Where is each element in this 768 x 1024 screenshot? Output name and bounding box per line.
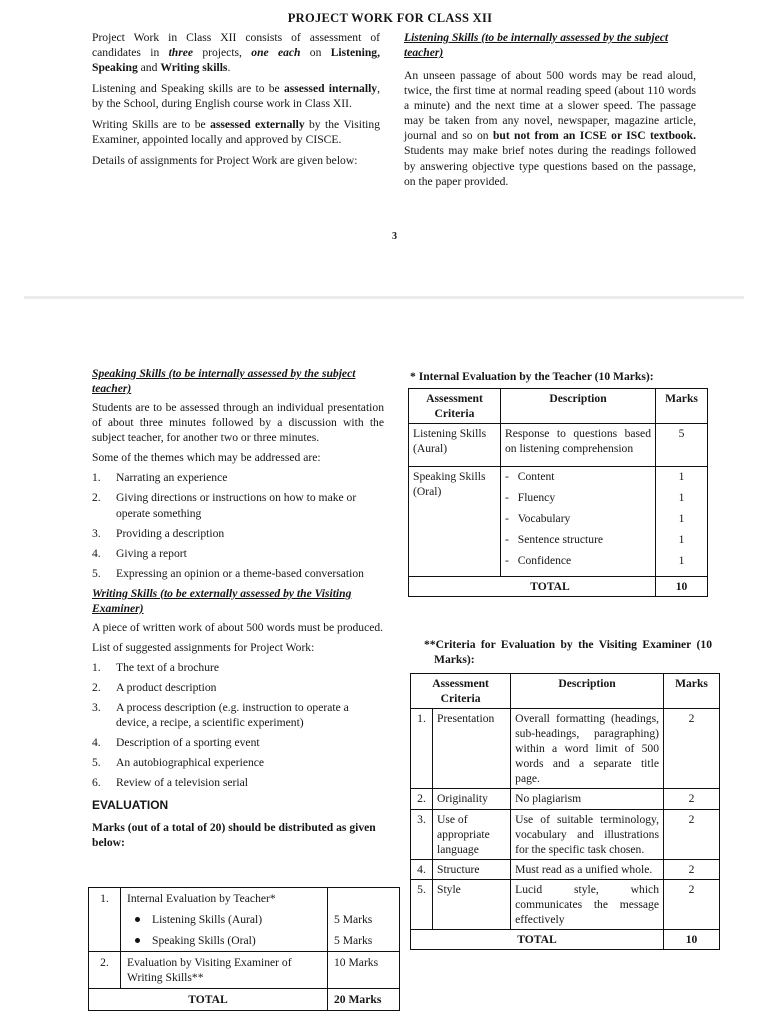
column-header: Assessment Criteria: [409, 389, 501, 424]
list-item: 1. The text of a brochure: [92, 661, 220, 674]
writing-body: A piece of written work of about 500 words must be produced.: [92, 620, 384, 634]
table-row: [411, 674, 720, 709]
table-row: [409, 389, 708, 424]
table-row: [89, 930, 400, 952]
criteria-cell: Listening Skills (Aural): [409, 424, 501, 467]
page-number: 3: [392, 231, 397, 242]
list-item: - Content: [505, 470, 555, 484]
row-marks: 5 Marks: [328, 930, 400, 952]
marks-cell: 2: [664, 709, 720, 789]
table-row: [89, 952, 400, 989]
table-row: [409, 467, 708, 577]
row-marks: [328, 888, 400, 910]
criteria-cell: Style: [433, 879, 511, 929]
description-cell: Lucid style, which communicates the message effectively: [511, 879, 664, 929]
description-cell: Use of suitable terminology, vocabulary and illustrations for the specific task chosen.: [511, 809, 664, 859]
list-item: 1. Narrating an experience: [92, 471, 228, 485]
column-header: Marks: [664, 674, 720, 709]
description-cell: Response to questions based on listening comprehension: [501, 424, 656, 467]
intro-paragraph-3: Writing Skills are to be assessed externally by the Visiting Examiner, appointed locally and approved by CISCE.: [92, 118, 380, 147]
column-header: Description: [501, 389, 656, 424]
list-item: 3. A process description (e.g. instruction to operate a device, a recipe, a scientific experiment): [92, 701, 349, 730]
evaluation-heading: EVALUATION: [92, 798, 169, 813]
row-sub-label: Speaking Skills (Oral): [121, 930, 328, 952]
list-item: 3. Providing a description: [92, 526, 225, 540]
description-cell: Overall formatting (headings, sub-headings, paragraphing) within a word limit of 500 words and a separate title page.: [511, 709, 664, 789]
list-item: - Sentence structure: [505, 533, 604, 547]
marks-cell: 2: [664, 859, 720, 879]
total-marks: 20 Marks: [328, 989, 400, 1011]
speaking-section: [92, 366, 384, 856]
table-row: [89, 888, 400, 910]
writing-list-intro: List of suggested assignments for Project Work:: [92, 640, 315, 654]
page-title: PROJECT WORK FOR CLASS XII: [287, 11, 493, 25]
listening-section: [404, 30, 696, 189]
total-label: TOTAL: [411, 929, 664, 949]
list-item: 5. Expressing an opinion or a theme-based conversation: [92, 566, 364, 580]
row-number: 5.: [411, 879, 433, 929]
list-item: 4. Giving a report: [92, 546, 187, 560]
visiting-evaluation-table: [410, 673, 720, 950]
list-item: - Confidence: [505, 554, 572, 568]
intro-section: [92, 30, 380, 169]
total-marks: 10: [656, 577, 708, 597]
criteria-cell: Speaking Skills (Oral): [409, 467, 501, 577]
intro-paragraph-1: Project Work in Class XII consists of assessment of candidates in three projects, one each on Listening, Speaking and Writing skills.: [92, 31, 380, 75]
criteria-cell: Originality: [433, 789, 511, 809]
row-number: 2.: [89, 952, 121, 989]
description-cell: Must read as a unified whole.: [511, 859, 664, 879]
table-row: [411, 929, 720, 949]
row-number: 1.: [411, 709, 433, 789]
row-number: 2.: [411, 789, 433, 809]
description-cell: [501, 467, 656, 577]
internal-evaluation-heading: * Internal Evaluation by the Teacher (10 Marks):: [410, 370, 654, 383]
list-item: 5. An autobiographical experience: [92, 756, 265, 770]
assignments-list: [92, 660, 384, 790]
list-item: 6. Review of a television serial: [92, 776, 248, 790]
row-number: 3.: [411, 809, 433, 859]
total-label: TOTAL: [89, 989, 328, 1011]
criteria-cell: Use of appropriate language: [433, 809, 511, 859]
column-header: Description: [511, 674, 664, 709]
internal-evaluation-table: [408, 388, 708, 597]
criteria-cell: Structure: [433, 859, 511, 879]
table-row: [411, 709, 720, 789]
themes-intro: Some of the themes which may be addressed are:: [92, 451, 321, 465]
marks-cell: 2: [664, 809, 720, 859]
bullet-icon: [135, 917, 140, 922]
table-row: [411, 789, 720, 809]
table-row: [89, 989, 400, 1011]
criteria-cell: Presentation: [433, 709, 511, 789]
table-row: [409, 577, 708, 597]
listening-body: An unseen passage of about 500 words may be read aloud, twice, the first time at normal reading speed (about 110 words a minute) and the next time at a slower speed. The passage may be taken from any novel, newspaper, magazine article, journal and so on but not from an ICSE or ISC textbook. Students may make brief notes during the readings followed by answering objective type questions based on the passage, on the paper provided.: [404, 69, 696, 188]
table-row: [411, 879, 720, 929]
list-item: 2. A product description: [92, 681, 217, 695]
themes-list: [92, 470, 384, 580]
list-item: - Fluency: [505, 491, 556, 505]
speaking-body: Students are to be assessed through an individual presentation of about three minutes followed by a discussion with the subject teacher, for another two or three minutes.: [92, 401, 384, 445]
table-row: [409, 424, 708, 467]
visiting-evaluation-heading: **Criteria for Evaluation by the Visiting Examiner (10 Marks):: [424, 638, 712, 667]
writing-heading: Writing Skills (to be externally assessed by the Visiting Examiner): [92, 586, 352, 615]
column-header: Assessment Criteria: [411, 674, 511, 709]
row-number: 1.: [89, 888, 121, 910]
row-marks: 10 Marks: [328, 952, 400, 989]
table-row: [411, 809, 720, 859]
page-divider: [24, 296, 744, 299]
speaking-heading: Speaking Skills (to be internally assessed by the subject teacher): [92, 367, 356, 396]
listening-heading: Listening Skills (to be internally assessed by the subject teacher): [404, 31, 669, 60]
intro-paragraph-2: Listening and Speaking skills are to be assessed internally, by the School, during English course work in Class XII.: [92, 82, 380, 111]
evaluation-intro: Marks (out of a total of 20) should be distributed as given below:: [92, 821, 376, 850]
intro-paragraph-4: Details of assignments for Project Work are given below:: [92, 154, 358, 168]
column-header: Marks: [656, 389, 708, 424]
row-label: Internal Evaluation by Teacher*: [121, 888, 328, 910]
total-label: TOTAL: [409, 577, 656, 597]
row-number: 4.: [411, 859, 433, 879]
marks-distribution-table: [88, 887, 400, 1011]
description-cell: No plagiarism: [511, 789, 664, 809]
row-sub-label: Listening Skills (Aural): [121, 909, 328, 930]
marks-cell: 2: [664, 789, 720, 809]
row-marks: 5 Marks: [328, 909, 400, 930]
marks-cell: 2: [664, 879, 720, 929]
row-label: Evaluation by Visiting Examiner of Writing Skills**: [121, 952, 328, 989]
marks-cell: 1 1 1 1 1: [656, 467, 708, 577]
total-marks: 10: [664, 929, 720, 949]
table-row: [89, 909, 400, 930]
marks-cell: 5: [656, 424, 708, 467]
table-row: [411, 859, 720, 879]
list-item: 2. Giving directions or instructions on how to make or operate something: [92, 491, 357, 520]
list-item: 4. Description of a sporting event: [92, 736, 260, 750]
bullet-icon: [135, 938, 140, 943]
list-item: - Vocabulary: [505, 512, 571, 526]
